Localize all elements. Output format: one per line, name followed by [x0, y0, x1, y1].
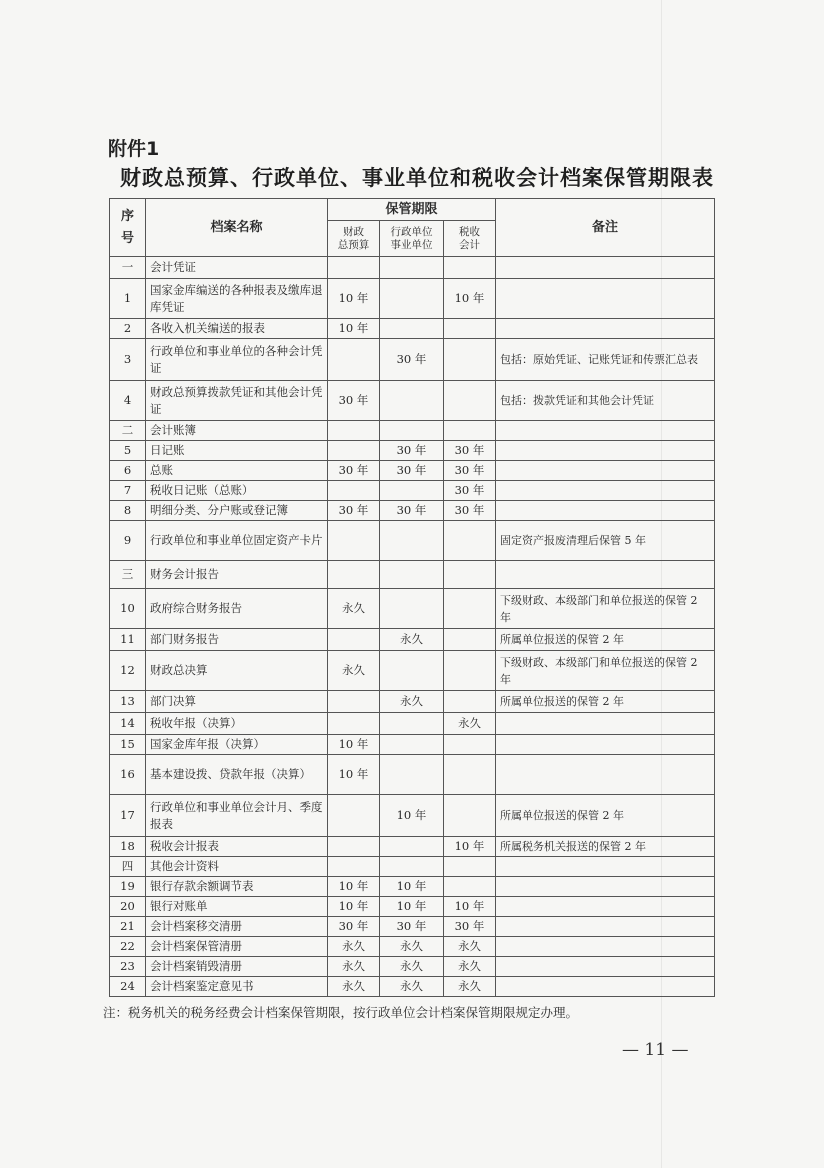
- header-period: 保管期限: [328, 199, 496, 221]
- row-tax-period: 30 年: [444, 501, 496, 521]
- row-fiscal-period: 10 年: [328, 877, 380, 897]
- row-tax-period: [444, 629, 496, 651]
- row-admin-period: [380, 279, 444, 319]
- row-seq: 三: [110, 561, 146, 589]
- row-fiscal-period: 永久: [328, 957, 380, 977]
- table-row: [110, 857, 715, 877]
- row-name: 银行对账单: [146, 897, 328, 917]
- row-tax-period: 30 年: [444, 461, 496, 481]
- row-name: 税收日记账（总账）: [146, 481, 328, 501]
- row-seq: 二: [110, 421, 146, 441]
- row-note: 所属单位报送的保管 2 年: [496, 795, 715, 837]
- table-row: [110, 877, 715, 897]
- page-number: — 11 —: [622, 1040, 689, 1060]
- table-row: [110, 957, 715, 977]
- row-name: 税收会计报表: [146, 837, 328, 857]
- row-note: [496, 501, 715, 521]
- row-fiscal-period: [328, 257, 380, 279]
- row-seq: 5: [110, 441, 146, 461]
- row-seq: 8: [110, 501, 146, 521]
- row-admin-period: [380, 755, 444, 795]
- row-name: 部门决算: [146, 691, 328, 713]
- row-note: [496, 421, 715, 441]
- table-row: [110, 837, 715, 857]
- row-note: [496, 937, 715, 957]
- row-tax-period: [444, 521, 496, 561]
- row-name: 明细分类、分户账或登记簿: [146, 501, 328, 521]
- row-fiscal-period: [328, 339, 380, 381]
- row-name: 日记账: [146, 441, 328, 461]
- row-name: 会计档案鉴定意见书: [146, 977, 328, 997]
- row-tax-period: [444, 339, 496, 381]
- row-note: [496, 319, 715, 339]
- table-row: [110, 795, 715, 837]
- row-tax-period: 永久: [444, 977, 496, 997]
- header-tax-text: 税收 会计: [459, 225, 481, 251]
- row-name: 行政单位和事业单位的各种会计凭证: [146, 339, 328, 381]
- row-tax-period: 永久: [444, 937, 496, 957]
- row-seq: 22: [110, 937, 146, 957]
- row-admin-period: [380, 381, 444, 421]
- row-seq: 21: [110, 917, 146, 937]
- table-row: [110, 735, 715, 755]
- row-tax-period: [444, 257, 496, 279]
- row-tax-period: 30 年: [444, 917, 496, 937]
- row-admin-period: 永久: [380, 691, 444, 713]
- row-note: 包括：原始凭证、记账凭证和传票汇总表: [496, 339, 715, 381]
- row-seq: 一: [110, 257, 146, 279]
- table-row: [110, 319, 715, 339]
- row-admin-period: [380, 837, 444, 857]
- row-name: 会计档案销毁清册: [146, 957, 328, 977]
- row-name: 政府综合财务报告: [146, 589, 328, 629]
- table-row: [110, 897, 715, 917]
- row-name: 国家金库编送的各种报表及缴库退库凭证: [146, 279, 328, 319]
- row-note: 所属单位报送的保管 2 年: [496, 691, 715, 713]
- table-row: [110, 937, 715, 957]
- row-note: 所属单位报送的保管 2 年: [496, 629, 715, 651]
- row-fiscal-period: 10 年: [328, 735, 380, 755]
- table-row: [110, 421, 715, 441]
- row-fiscal-period: [328, 795, 380, 837]
- row-admin-period: [380, 481, 444, 501]
- row-name: 会计凭证: [146, 257, 328, 279]
- row-tax-period: [444, 421, 496, 441]
- row-seq: 四: [110, 857, 146, 877]
- row-note: [496, 897, 715, 917]
- row-note: [496, 877, 715, 897]
- row-note: [496, 461, 715, 481]
- row-tax-period: [444, 319, 496, 339]
- row-seq: 24: [110, 977, 146, 997]
- row-note: [496, 481, 715, 501]
- row-tax-period: 10 年: [444, 837, 496, 857]
- row-admin-period: [380, 651, 444, 691]
- row-admin-period: 永久: [380, 957, 444, 977]
- row-note: 所属税务机关报送的保管 2 年: [496, 837, 715, 857]
- header-note: 备注: [496, 199, 715, 257]
- row-tax-period: [444, 795, 496, 837]
- table-row: [110, 629, 715, 651]
- header-name: 档案名称: [146, 199, 328, 257]
- row-name: 总账: [146, 461, 328, 481]
- row-fiscal-period: 30 年: [328, 501, 380, 521]
- table-row: [110, 651, 715, 691]
- row-name: 税收年报（决算）: [146, 713, 328, 735]
- row-seq: 7: [110, 481, 146, 501]
- table-row: [110, 917, 715, 937]
- row-note: 包括：拨款凭证和其他会计凭证: [496, 381, 715, 421]
- table-row: [110, 501, 715, 521]
- row-name: 银行存款余额调节表: [146, 877, 328, 897]
- header-seq-text: 序 号: [120, 208, 134, 246]
- row-fiscal-period: 10 年: [328, 319, 380, 339]
- attachment-label: 附件1: [108, 138, 160, 160]
- table-row: [110, 521, 715, 561]
- retention-table: [109, 198, 715, 997]
- row-admin-period: 永久: [380, 629, 444, 651]
- row-name: 财政总决算: [146, 651, 328, 691]
- row-fiscal-period: [328, 441, 380, 461]
- row-admin-period: [380, 319, 444, 339]
- row-fiscal-period: [328, 521, 380, 561]
- row-fiscal-period: 永久: [328, 937, 380, 957]
- row-name: 财务会计报告: [146, 561, 328, 589]
- header-seq: [110, 199, 146, 257]
- row-name: 基本建设拨、贷款年报（决算）: [146, 755, 328, 795]
- row-seq: 6: [110, 461, 146, 481]
- row-seq: 14: [110, 713, 146, 735]
- row-fiscal-period: 30 年: [328, 461, 380, 481]
- row-admin-period: [380, 421, 444, 441]
- table-row: [110, 561, 715, 589]
- row-seq: 4: [110, 381, 146, 421]
- header-tax: [444, 221, 496, 257]
- row-name: 其他会计资料: [146, 857, 328, 877]
- row-seq: 16: [110, 755, 146, 795]
- row-tax-period: [444, 381, 496, 421]
- row-name: 行政单位和事业单位固定资产卡片: [146, 521, 328, 561]
- row-note: [496, 561, 715, 589]
- row-admin-period: 30 年: [380, 339, 444, 381]
- row-fiscal-period: [328, 561, 380, 589]
- row-name: 财政总预算拨款凭证和其他会计凭证: [146, 381, 328, 421]
- row-seq: 3: [110, 339, 146, 381]
- row-tax-period: [444, 561, 496, 589]
- row-admin-period: 30 年: [380, 501, 444, 521]
- row-admin-period: 永久: [380, 977, 444, 997]
- row-tax-period: 10 年: [444, 897, 496, 917]
- row-tax-period: 30 年: [444, 441, 496, 461]
- table-row: [110, 755, 715, 795]
- row-note: [496, 857, 715, 877]
- row-tax-period: [444, 691, 496, 713]
- header-admin: [380, 221, 444, 257]
- row-note: [496, 713, 715, 735]
- row-admin-period: [380, 589, 444, 629]
- row-tax-period: [444, 735, 496, 755]
- row-note: [496, 735, 715, 755]
- row-admin-period: 10 年: [380, 877, 444, 897]
- row-fiscal-period: 永久: [328, 977, 380, 997]
- row-seq: 12: [110, 651, 146, 691]
- row-seq: 20: [110, 897, 146, 917]
- row-name: 部门财务报告: [146, 629, 328, 651]
- row-tax-period: [444, 589, 496, 629]
- table-row: [110, 589, 715, 629]
- row-admin-period: [380, 735, 444, 755]
- table-row: [110, 481, 715, 501]
- row-admin-period: [380, 857, 444, 877]
- table-row: [110, 441, 715, 461]
- table-row: [110, 691, 715, 713]
- footnote: 注：税务机关的税务经费会计档案保管期限，按行政单位会计档案保管期限规定办理。: [103, 1005, 579, 1020]
- row-tax-period: [444, 857, 496, 877]
- row-admin-period: 30 年: [380, 917, 444, 937]
- row-tax-period: [444, 651, 496, 691]
- row-seq: 9: [110, 521, 146, 561]
- row-seq: 15: [110, 735, 146, 755]
- row-admin-period: [380, 713, 444, 735]
- table-row: [110, 381, 715, 421]
- row-tax-period: 10 年: [444, 279, 496, 319]
- row-note: 下级财政、本级部门和单位报送的保管 2 年: [496, 589, 715, 629]
- row-fiscal-period: 永久: [328, 589, 380, 629]
- row-admin-period: 30 年: [380, 441, 444, 461]
- row-fiscal-period: 10 年: [328, 897, 380, 917]
- row-seq: 18: [110, 837, 146, 857]
- row-admin-period: 30 年: [380, 461, 444, 481]
- row-note: [496, 279, 715, 319]
- row-tax-period: 永久: [444, 957, 496, 977]
- row-fiscal-period: [328, 629, 380, 651]
- row-seq: 17: [110, 795, 146, 837]
- table-row: [110, 977, 715, 997]
- row-note: [496, 441, 715, 461]
- row-fiscal-period: 10 年: [328, 755, 380, 795]
- row-fiscal-period: [328, 713, 380, 735]
- row-name: 各收入机关编送的报表: [146, 319, 328, 339]
- header-admin-text: 行政单位 事业单位: [390, 225, 433, 251]
- row-note: [496, 917, 715, 937]
- row-tax-period: [444, 877, 496, 897]
- row-seq: 19: [110, 877, 146, 897]
- row-name: 国家金库年报（决算）: [146, 735, 328, 755]
- row-fiscal-period: 永久: [328, 651, 380, 691]
- row-seq: 23: [110, 957, 146, 977]
- table-row: [110, 713, 715, 735]
- row-seq: 10: [110, 589, 146, 629]
- header-fiscal-text: 财政 总预算: [337, 225, 370, 251]
- row-fiscal-period: [328, 691, 380, 713]
- document-title: 财政总预算、行政单位、事业单位和税收会计档案保管期限表: [120, 165, 714, 190]
- row-admin-period: [380, 521, 444, 561]
- row-tax-period: 永久: [444, 713, 496, 735]
- row-seq: 1: [110, 279, 146, 319]
- row-seq: 2: [110, 319, 146, 339]
- row-note: [496, 257, 715, 279]
- row-note: 下级财政、本级部门和单位报送的保管 2 年: [496, 651, 715, 691]
- table-row: [110, 339, 715, 381]
- row-name: 会计档案保管清册: [146, 937, 328, 957]
- row-admin-period: [380, 257, 444, 279]
- row-tax-period: [444, 755, 496, 795]
- row-fiscal-period: [328, 481, 380, 501]
- row-fiscal-period: [328, 857, 380, 877]
- row-admin-period: 10 年: [380, 897, 444, 917]
- row-seq: 11: [110, 629, 146, 651]
- table-body: [110, 257, 715, 997]
- row-name: 行政单位和事业单位会计月、季度报表: [146, 795, 328, 837]
- row-admin-period: 永久: [380, 937, 444, 957]
- table-row: [110, 279, 715, 319]
- row-note: [496, 755, 715, 795]
- header-fiscal: [328, 221, 380, 257]
- row-fiscal-period: [328, 421, 380, 441]
- row-fiscal-period: 30 年: [328, 917, 380, 937]
- row-note: [496, 957, 715, 977]
- row-fiscal-period: [328, 837, 380, 857]
- row-seq: 13: [110, 691, 146, 713]
- row-note: 固定资产报废清理后保管 5 年: [496, 521, 715, 561]
- row-fiscal-period: 10 年: [328, 279, 380, 319]
- table-row: [110, 461, 715, 481]
- row-admin-period: [380, 561, 444, 589]
- row-admin-period: 10 年: [380, 795, 444, 837]
- row-fiscal-period: 30 年: [328, 381, 380, 421]
- table-row: [110, 257, 715, 279]
- row-name: 会计档案移交清册: [146, 917, 328, 937]
- row-note: [496, 977, 715, 997]
- row-tax-period: 30 年: [444, 481, 496, 501]
- row-name: 会计账簿: [146, 421, 328, 441]
